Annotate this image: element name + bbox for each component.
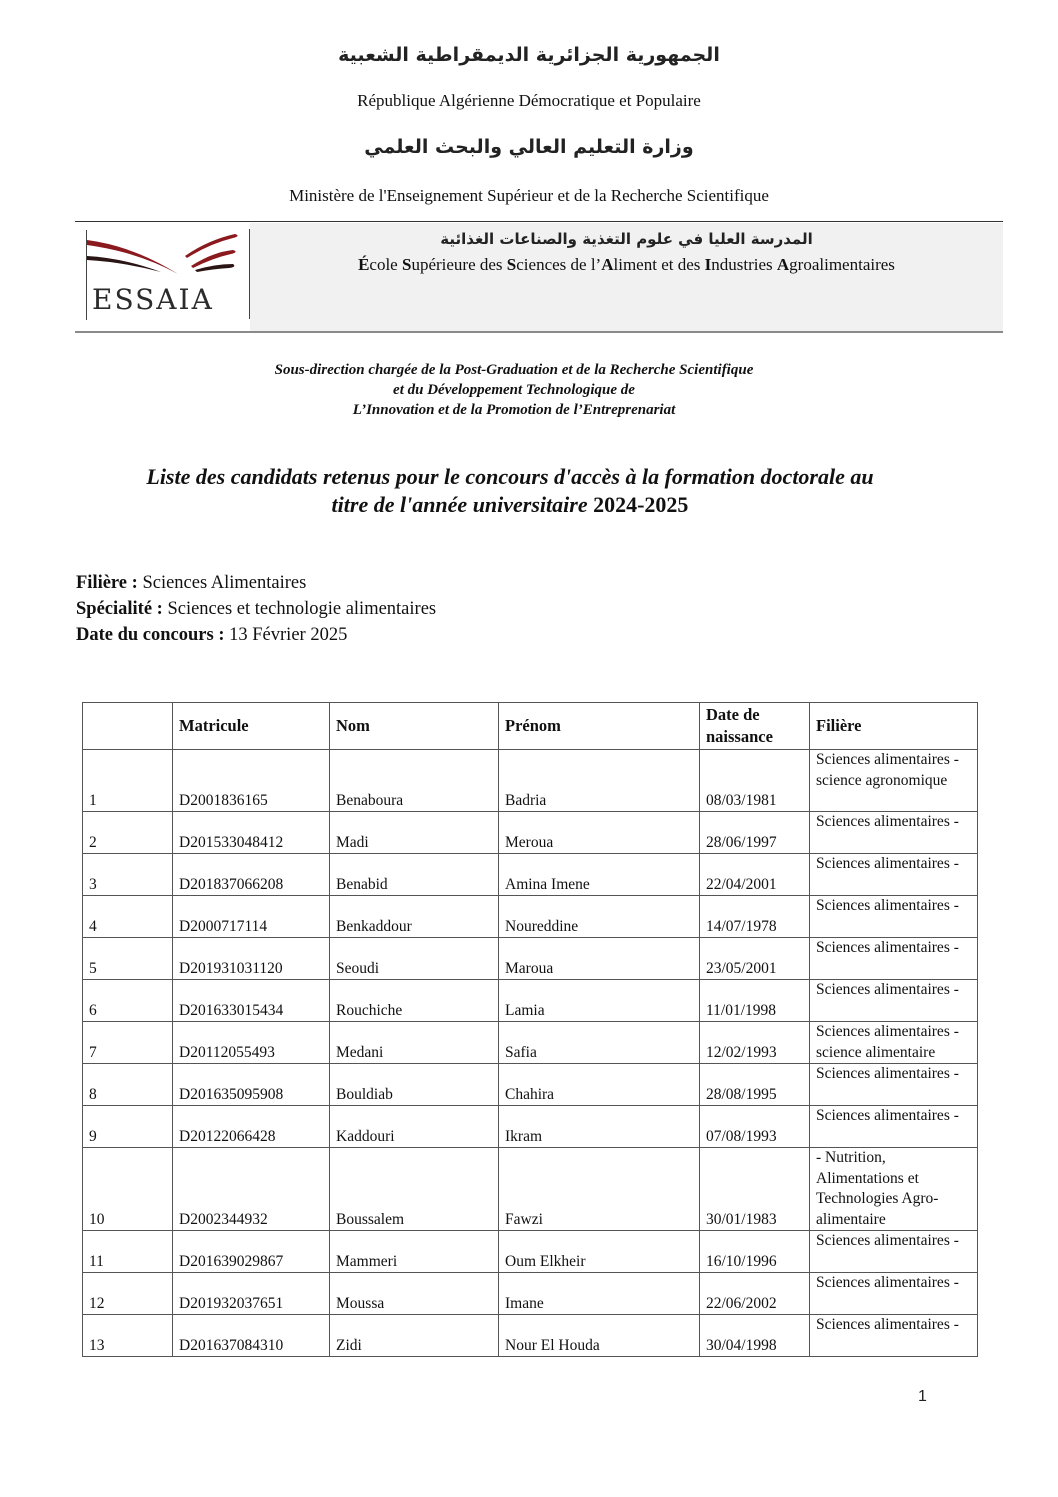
prenom-cell: Amina Imene (499, 854, 700, 896)
matricule-cell: D20112055493 (173, 1022, 330, 1064)
header-index (83, 703, 173, 750)
date-naissance-cell: 08/03/1981 (700, 750, 810, 812)
ministry-arabic: وزارة التعليم العالي والبحث العلمي (364, 136, 694, 158)
table-row (83, 1064, 978, 1106)
filiere-cell: Sciences alimentaires - (810, 938, 978, 980)
word: upérieure des (411, 255, 507, 274)
row-index: 5 (83, 938, 173, 980)
republic-arabic: الجمهورية الجزائرية الديمقراطية الشعبية (338, 44, 720, 66)
table-row (83, 1106, 978, 1148)
school-name-arabic: المدرسة العليا في علوم التغذية والصناعات الغذائية (440, 230, 813, 248)
initial: A (776, 255, 790, 274)
header-nom: Nom (330, 703, 499, 750)
prenom-cell: Safia (499, 1022, 700, 1064)
school-band-top-rule (75, 221, 1003, 222)
row-index: 9 (83, 1106, 173, 1148)
table-row (83, 750, 978, 812)
table-row (83, 896, 978, 938)
matricule-cell: D201639029867 (173, 1231, 330, 1273)
subdirection-line-1: Sous-direction chargée de la Post-Graduation et de la Recherche Scientifique (274, 362, 754, 378)
nom-cell: Benaboura (330, 750, 499, 812)
date-label: Date du concours : (76, 625, 225, 645)
matricule-cell: D201533048412 (173, 812, 330, 854)
word: ndustries (711, 255, 777, 274)
filiere-line (76, 570, 436, 596)
initial: A (601, 255, 614, 274)
title-line-2 (70, 491, 950, 519)
filiere-cell: Sciences alimentaires - (810, 1231, 978, 1273)
specialite-line (76, 596, 436, 622)
row-index: 6 (83, 980, 173, 1022)
date-naissance-cell: 28/06/1997 (700, 812, 810, 854)
date-naissance-cell: 28/08/1995 (700, 1064, 810, 1106)
subdirection-block (0, 360, 1028, 420)
specialite-value: Sciences et technologie alimentaires (162, 599, 437, 619)
matricule-cell: D201635095908 (173, 1064, 330, 1106)
document-title (70, 463, 950, 519)
filiere-cell: Sciences alimentaires - (810, 1273, 978, 1315)
nom-cell: Boussalem (330, 1148, 499, 1231)
nom-cell: Zidi (330, 1315, 499, 1357)
initial: S (401, 255, 412, 274)
school-band-bottom-rule (75, 331, 1003, 333)
prenom-cell: Maroua (499, 938, 700, 980)
filiere-cell: Sciences alimentaires - (810, 896, 978, 938)
page-number: 1 (918, 1388, 927, 1405)
logo-swoosh-icon (83, 228, 243, 284)
nom-cell: Madi (330, 812, 499, 854)
school-name-french (250, 255, 1003, 275)
republic-french: République Algérienne Démocratique et Populaire (357, 91, 701, 110)
table-row (83, 812, 978, 854)
row-index: 1 (83, 750, 173, 812)
date-naissance-cell: 30/01/1983 (700, 1148, 810, 1231)
initial: S (506, 255, 517, 274)
table-row (83, 1273, 978, 1315)
matricule-cell: D201637084310 (173, 1315, 330, 1357)
candidates-table (82, 702, 978, 1357)
row-index: 11 (83, 1231, 173, 1273)
date-naissance-cell: 11/01/1998 (700, 980, 810, 1022)
prenom-cell: Nour El Houda (499, 1315, 700, 1357)
row-index: 7 (83, 1022, 173, 1064)
title-line-2-text: titre de l'année universitaire (331, 492, 594, 517)
nom-cell: Bouldiab (330, 1064, 499, 1106)
row-index: 2 (83, 812, 173, 854)
date-naissance-cell: 22/04/2001 (700, 854, 810, 896)
specialite-label: Spécialité : (76, 599, 163, 619)
nom-cell: Moussa (330, 1273, 499, 1315)
prenom-cell: Lamia (499, 980, 700, 1022)
row-index: 3 (83, 854, 173, 896)
ministry-french: Ministère de l'Enseignement Supérieur et de la Recherche Scientifique (289, 186, 769, 205)
matricule-cell: D2001836165 (173, 750, 330, 812)
nom-cell: Benkaddour (330, 896, 499, 938)
subdirection-line-3: L’Innovation et de la Promotion de l’Entreprenariat (352, 402, 676, 418)
row-index: 10 (83, 1148, 173, 1231)
row-index: 12 (83, 1273, 173, 1315)
row-index: 4 (83, 896, 173, 938)
prenom-cell: Meroua (499, 812, 700, 854)
date-naissance-cell: 23/05/2001 (700, 938, 810, 980)
matricule-cell: D2000717114 (173, 896, 330, 938)
date-line (76, 622, 436, 648)
date-naissance-cell: 30/04/1998 (700, 1315, 810, 1357)
filiere-cell: Sciences alimentaires - (810, 1064, 978, 1106)
subdirection-line-2: et du Développement Technologique de (393, 382, 635, 398)
prenom-cell: Badria (499, 750, 700, 812)
filiere-cell: - Nutrition, Alimentations et Technologies Agro-alimentaire (810, 1148, 978, 1231)
table-row (83, 1231, 978, 1273)
table-row (83, 1148, 978, 1231)
filiere-cell: Sciences alimentaires - (810, 812, 978, 854)
filiere-cell: Sciences alimentaires - science alimentaire (810, 1022, 978, 1064)
nom-cell: Seoudi (330, 938, 499, 980)
table-row (83, 1022, 978, 1064)
initial: I (704, 255, 712, 274)
table-row (83, 938, 978, 980)
nom-cell: Kaddouri (330, 1106, 499, 1148)
filiere-value: Sciences Alimentaires (137, 573, 307, 593)
word: cole (369, 255, 402, 274)
table-row (83, 980, 978, 1022)
filiere-label: Filière : (76, 573, 138, 593)
title-line-1: Liste des candidats retenus pour le concours d'accès à la formation doctorale au (146, 464, 874, 489)
matricule-cell: D2002344932 (173, 1148, 330, 1231)
date-naissance-cell: 12/02/1993 (700, 1022, 810, 1064)
header-matricule: Matricule (173, 703, 330, 750)
initial: É (358, 255, 370, 274)
filiere-cell: Sciences alimentaires - (810, 1106, 978, 1148)
date-naissance-cell: 22/06/2002 (700, 1273, 810, 1315)
header-filiere: Filière (810, 703, 978, 750)
filiere-cell: Sciences alimentaires - science agronomique (810, 750, 978, 812)
date-naissance-cell: 14/07/1978 (700, 896, 810, 938)
prenom-cell: Chahira (499, 1064, 700, 1106)
nom-cell: Medani (330, 1022, 499, 1064)
word: ciences de l’ (516, 255, 602, 274)
filiere-cell: Sciences alimentaires - (810, 854, 978, 896)
nom-cell: Benabid (330, 854, 499, 896)
prenom-cell: Noureddine (499, 896, 700, 938)
date-value: 13 Février 2025 (224, 625, 348, 645)
table-row (83, 1315, 978, 1357)
logo-text: ESSAIA (92, 283, 214, 316)
row-index: 8 (83, 1064, 173, 1106)
date-naissance-cell: 16/10/1996 (700, 1231, 810, 1273)
word: liment et des (613, 255, 705, 274)
date-naissance-cell: 07/08/1993 (700, 1106, 810, 1148)
prenom-cell: Oum Elkheir (499, 1231, 700, 1273)
matricule-cell: D201932037651 (173, 1273, 330, 1315)
matricule-cell: D201837066208 (173, 854, 330, 896)
prenom-cell: Fawzi (499, 1148, 700, 1231)
exam-meta (76, 570, 436, 648)
filiere-cell: Sciences alimentaires - (810, 980, 978, 1022)
matricule-cell: D201931031120 (173, 938, 330, 980)
row-index: 13 (83, 1315, 173, 1357)
header-date-naissance: Date de naissance (700, 703, 810, 750)
header-prenom: Prénom (499, 703, 700, 750)
table-row (83, 854, 978, 896)
nom-cell: Mammeri (330, 1231, 499, 1273)
academic-year: 2024-2025 (593, 492, 689, 517)
matricule-cell: D201633015434 (173, 980, 330, 1022)
matricule-cell: D20122066428 (173, 1106, 330, 1148)
word: groalimentaires (789, 255, 895, 274)
nom-cell: Rouchiche (330, 980, 499, 1022)
prenom-cell: Imane (499, 1273, 700, 1315)
prenom-cell: Ikram (499, 1106, 700, 1148)
table-header-row (83, 703, 978, 750)
filiere-cell: Sciences alimentaires - (810, 1315, 978, 1357)
